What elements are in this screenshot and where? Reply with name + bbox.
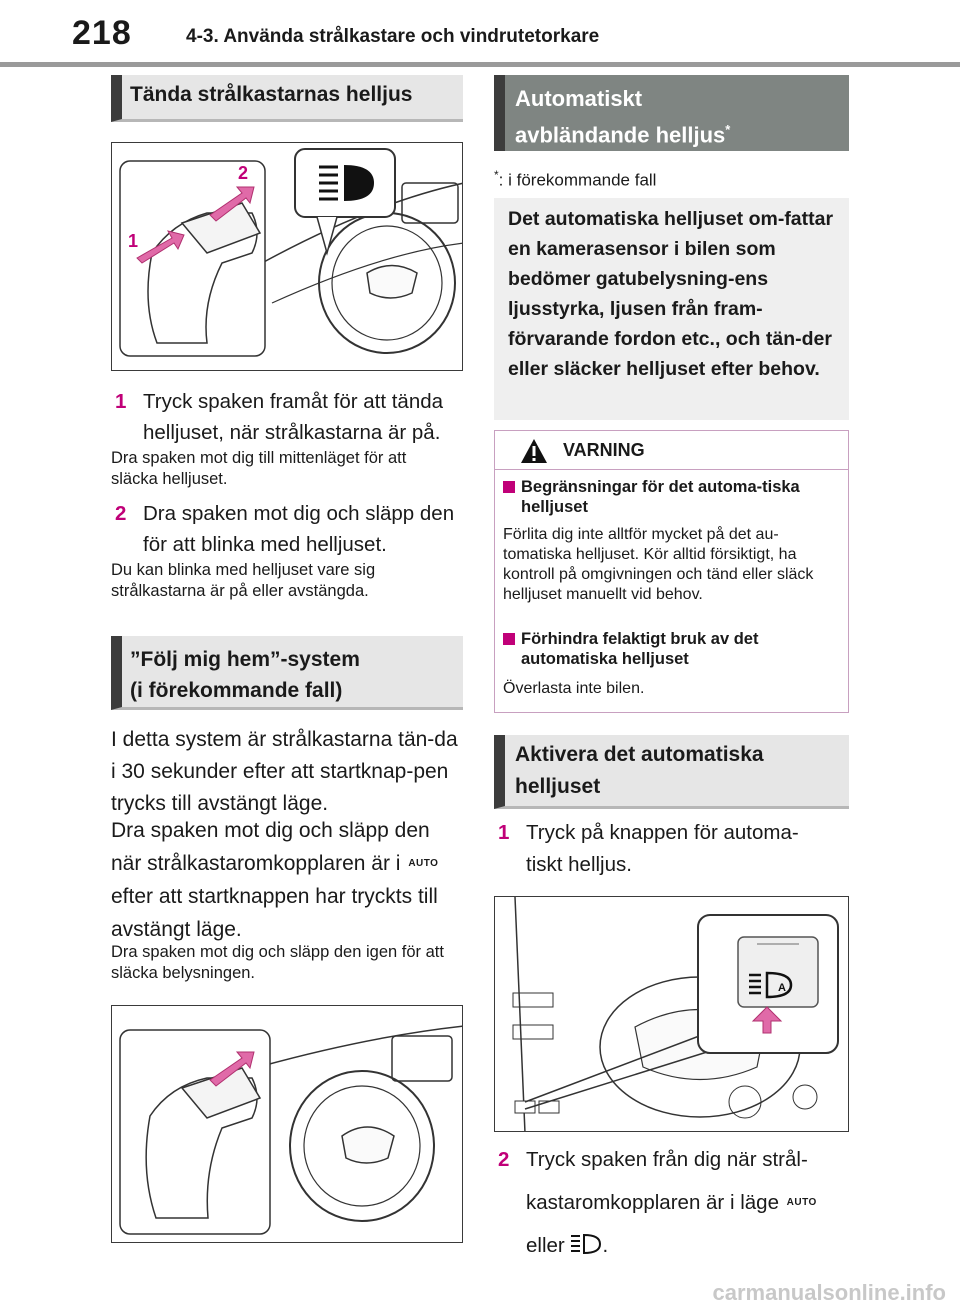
step-number: 2 [498, 1148, 510, 1171]
info-box-text: Det automatiska helljuset om-fattar en kamerasensor i bilen som bedömer gatubelysning-ens ljusstyrka, ljusen från fram-förvarande fordon etc., och tän-der eller släcker helljuset efter behov. [508, 208, 834, 380]
section-heading-line-2 [515, 114, 849, 150]
callout-1: 1 [128, 231, 139, 251]
warning-title: VARNING [563, 440, 645, 460]
svg-text:A: A [778, 982, 786, 994]
footnote [494, 168, 656, 191]
warning-item-text: Överlasta inte bilen. [503, 680, 645, 697]
footnote-marker: * [494, 168, 499, 182]
page-number: 218 [72, 14, 132, 52]
warning-triangle-icon [519, 437, 549, 465]
warning-item-1 [503, 477, 833, 605]
paragraph-follow-me-home: I detta system är strålkastarna tän-da i 30 sekunder efter att startknap-pen trycks till avstängt läge. [111, 728, 458, 815]
step-1 [115, 386, 465, 448]
paragraph-line: Dra spaken mot dig och släpp den [111, 819, 430, 842]
figure-lever-high-beam [111, 142, 463, 371]
step-text-part: kastaromkopplaren är i läge [526, 1191, 779, 1214]
warning-item-text: Förlita dig inte alltför mycket på det au-tomatiska helljuset. Kör alltid försiktigt, ha kontroll på omgivningen och tänd eller släck helljuset manuellt vid behov. [503, 526, 814, 603]
bullet-square-icon [503, 481, 515, 493]
section-heading-line-1: Automatiskt [515, 86, 643, 111]
figure-auto-button [494, 896, 849, 1132]
section-heading-line-1: ”Följ mig hem”-system [130, 648, 360, 671]
step-text: Tryck på knappen för automa-tiskt helljus. [526, 821, 799, 876]
warning-item-2 [503, 629, 833, 699]
step-number: 1 [115, 390, 127, 413]
paragraph-line [111, 847, 463, 880]
step-text-part: . [602, 1234, 609, 1257]
header-rule [0, 62, 960, 67]
warning-item-title-text: Begränsningar för det automa-tiska helljuset [521, 478, 800, 516]
step-number: 2 [115, 502, 127, 525]
step-2 [115, 498, 465, 560]
section-heading-line-2: (i förekommande fall) [130, 679, 343, 702]
lever-illustration [112, 143, 463, 371]
section-heading-auto-high-beam [494, 75, 849, 151]
step-2-note: Du kan blinka med helljuset vare sig strålkastarna är på eller avstängda. [111, 561, 376, 600]
step-text-line [526, 1181, 838, 1224]
auto-position-icon: AUTO [408, 858, 439, 869]
low-beam-icon [570, 1233, 602, 1255]
section-heading-text: avbländande helljus [515, 122, 726, 148]
section-heading-high-beam [111, 75, 463, 122]
auto-position-icon: AUTO [786, 1197, 817, 1208]
footer-watermark: carmanualsonline.info [712, 1280, 946, 1305]
footnote-marker: * [725, 122, 731, 137]
step-text-part: eller [526, 1234, 565, 1257]
step-1-note: Dra spaken mot dig till mittenläget för att släcka helljuset. [111, 449, 407, 488]
step-text-line [526, 1224, 838, 1267]
lever-pull-illustration [112, 1006, 463, 1243]
step-text: Tryck spaken framåt för att tända helljuset, när strålkastarna är på. [143, 390, 444, 444]
warning-item-title [503, 477, 833, 517]
warning-item-title-text: Förhindra felaktigt bruk av det automatiska helljuset [521, 630, 759, 668]
section-heading-follow-me-home [111, 636, 463, 710]
section-heading-line-1: Aktivera det automatiska [515, 743, 764, 766]
step-number: 1 [498, 821, 510, 844]
step-text [498, 1138, 838, 1267]
info-box [494, 198, 849, 420]
step-text-line: Tryck spaken från dig när strål- [526, 1148, 808, 1171]
paragraph-note: Dra spaken mot dig och släpp den igen för att släcka belysningen. [111, 943, 444, 982]
chapter-title: 4-3. Använda strålkastare och vindrutetorkare [186, 26, 600, 47]
right-step-1 [498, 817, 828, 881]
callout-2: 2 [238, 163, 249, 183]
warning-header [495, 431, 848, 470]
paragraph-text: när strålkastaromkopplaren är i [111, 852, 401, 875]
section-heading-activate-auto [494, 735, 849, 809]
warning-item-title [503, 629, 833, 669]
paragraph-line: efter att startknappen har tryckts till avstängt läge. [111, 885, 438, 941]
bullet-square-icon [503, 633, 515, 645]
auto-button-illustration [495, 897, 849, 1132]
right-step-2 [498, 1138, 838, 1267]
figure-lever-pull [111, 1005, 463, 1243]
section-heading-line-2: helljuset [515, 775, 601, 798]
section-heading-label: Tända strålkastarnas helljus [130, 83, 413, 106]
paragraph-pull-lever [111, 814, 463, 946]
footnote-text: : i förekommande fall [498, 170, 657, 190]
step-text: Dra spaken mot dig och släpp den för att blinka med helljuset. [143, 502, 455, 556]
warning-box [494, 430, 849, 713]
